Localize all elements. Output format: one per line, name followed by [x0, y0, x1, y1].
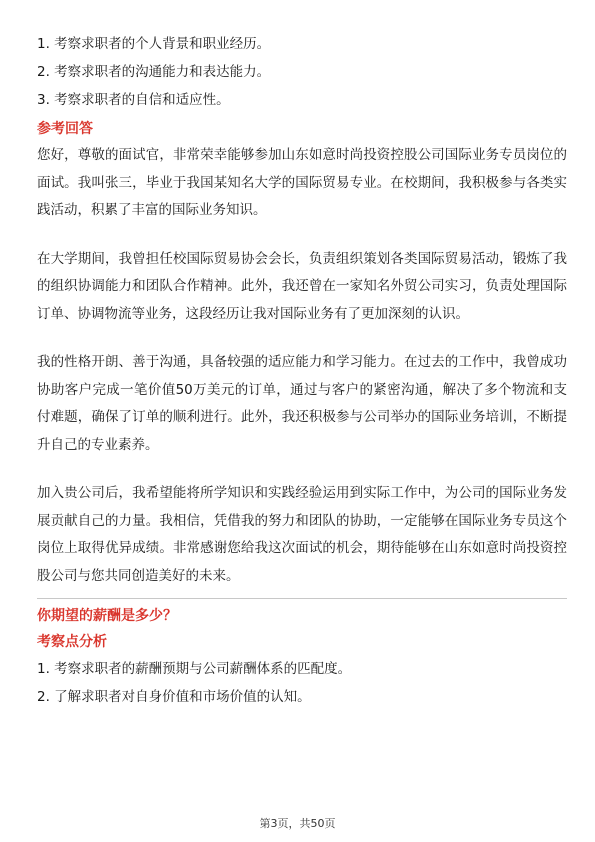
answer-paragraph-4: 加入贵公司后，我希望能将所学知识和实践经验运用到实际工作中，为公司的国际业务发展贡献自己的力量。我相信，凭借我的努力和团队的协助，一定能够在国际业务专员这个岗位上取得优异成绩。非常感谢您给我这次面试的机会，期待能够在山东如意时尚投资控股公司与您共同创造美好的未来。: [37, 485, 567, 584]
analysis-heading: 考察点分析: [37, 634, 107, 650]
question-title: 你期望的薪酬是多少？: [37, 608, 177, 624]
page-content: [37, 30, 567, 711]
answer-paragraph-2: 在大学期间，我曾担任校国际贸易协会会长，负责组织策划各类国际贸易活动，锻炼了我的组织协调能力和团队合作精神。此外，我还曾在一家知名外贸公司实习，负责处理国际订单、协调物流等业务，这段经历让我对国际业务有了更加深刻的认识。: [37, 250, 567, 322]
list-item: 2. 了解求职者对自身价值和市场价值的认知。: [37, 689, 311, 705]
section-divider: [37, 598, 567, 599]
list-item: 1. 考察求职者的薪酬预期与公司薪酬体系的匹配度。: [37, 661, 352, 677]
answer-paragraph-1: 您好，尊敬的面试官，非常荣幸能够参加山东如意时尚投资控股公司国际业务专员岗位的面试。我叫张三，毕业于我国某知名大学的国际贸易专业。在校期间，我积极参与各类实践活动，积累了丰富的国际业务知识。: [37, 147, 567, 218]
list-item: 3. 考察求职者的自信和适应性。: [37, 92, 230, 108]
reference-answer-heading: 参考回答: [37, 121, 93, 137]
answer-paragraph-3: 我的性格开朗、善于沟通，具备较强的适应能力和学习能力。在过去的工作中，我曾成功协助客户完成一笔价值50万美元的订单，通过与客户的紧密沟通，解决了多个物流和支付难题，确保了订单的顺利进行。此外，我还积极参与公司举办的国际业务培训，不断提升自己的专业素养。: [37, 354, 567, 453]
page-number: 第3页，共50页: [259, 817, 336, 830]
list-item: 2. 考察求职者的沟通能力和表达能力。: [37, 64, 271, 80]
list-item: 1. 考察求职者的个人背景和职业经历。: [37, 36, 271, 52]
